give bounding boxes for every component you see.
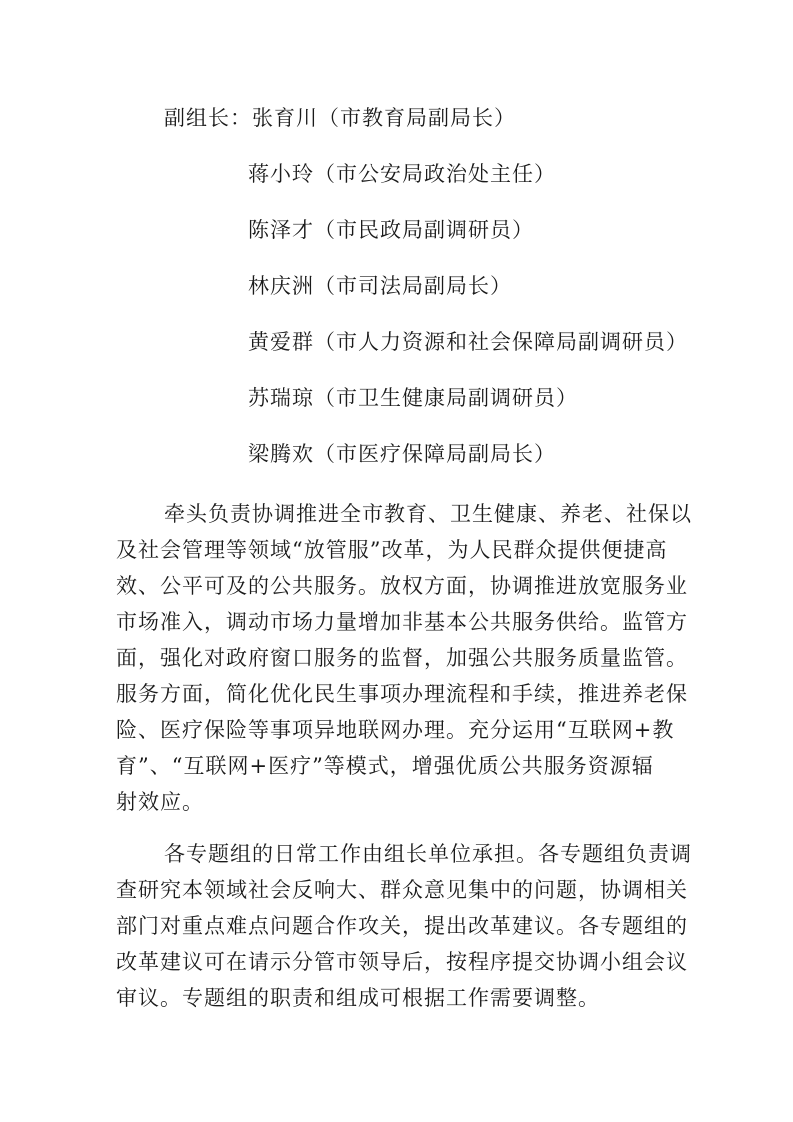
member-name: 陈泽才（市民政局副调研员）: [248, 218, 534, 242]
paragraph-line: 市场准入，调动市场力量增加非基本公共服务供给。监管方: [116, 610, 688, 634]
member-name: 梁腾欢（市医疗保障局副局长）: [248, 442, 556, 466]
paragraph-line: 险、医疗保险等事项异地联网办理。充分运用“互联网+教: [116, 718, 675, 742]
member-name: 蒋小玲（市公安局政治处主任）: [248, 162, 556, 186]
paragraph-line: 效、公平可及的公共服务。放权方面，协调推进放宽服务业: [116, 574, 688, 598]
member-name: 苏瑞琼（市卫生健康局副调研员）: [248, 386, 578, 410]
paragraph-line: 牵头负责协调推进全市教育、卫生健康、养老、社保以: [164, 502, 692, 526]
deputy-leader-label: 副组长：: [164, 106, 252, 130]
deputy-leader-row: [164, 106, 516, 130]
paragraph-line: 各专题组的日常工作由组长单位承担。各专题组负责调: [164, 842, 692, 866]
paragraph-line: 面，强化对政府窗口服务的监督，加强公共服务质量监管。: [116, 646, 688, 670]
paragraph-line: 部门对重点难点问题合作攻关，提出改革建议。各专题组的: [116, 914, 688, 938]
paragraph-line: 审议。专题组的职责和组成可根据工作需要调整。: [116, 986, 600, 1010]
paragraph-line: 及社会管理等领域“放管服”改革，为人民群众提供便捷高: [116, 538, 668, 562]
paragraph-line: 服务方面，简化优化民生事项办理流程和手续，推进养老保: [116, 682, 688, 706]
paragraph-line: 改革建议可在请示分管市领导后，按程序提交协调小组会议: [116, 950, 688, 974]
member-name: 林庆洲（市司法局副局长）: [248, 274, 512, 298]
member-name: 张育川（市教育局副局长）: [252, 106, 516, 130]
paragraph-line: 射效应。: [116, 790, 204, 814]
paragraph-line: 查研究本领域社会反响大、群众意见集中的问题，协调相关: [116, 878, 688, 902]
member-name: 黄爱群（市人力资源和社会保障局副调研员）: [248, 330, 688, 354]
paragraph-line: 育”、“互联网+医疗”等模式，增强优质公共服务资源辐: [116, 754, 654, 778]
